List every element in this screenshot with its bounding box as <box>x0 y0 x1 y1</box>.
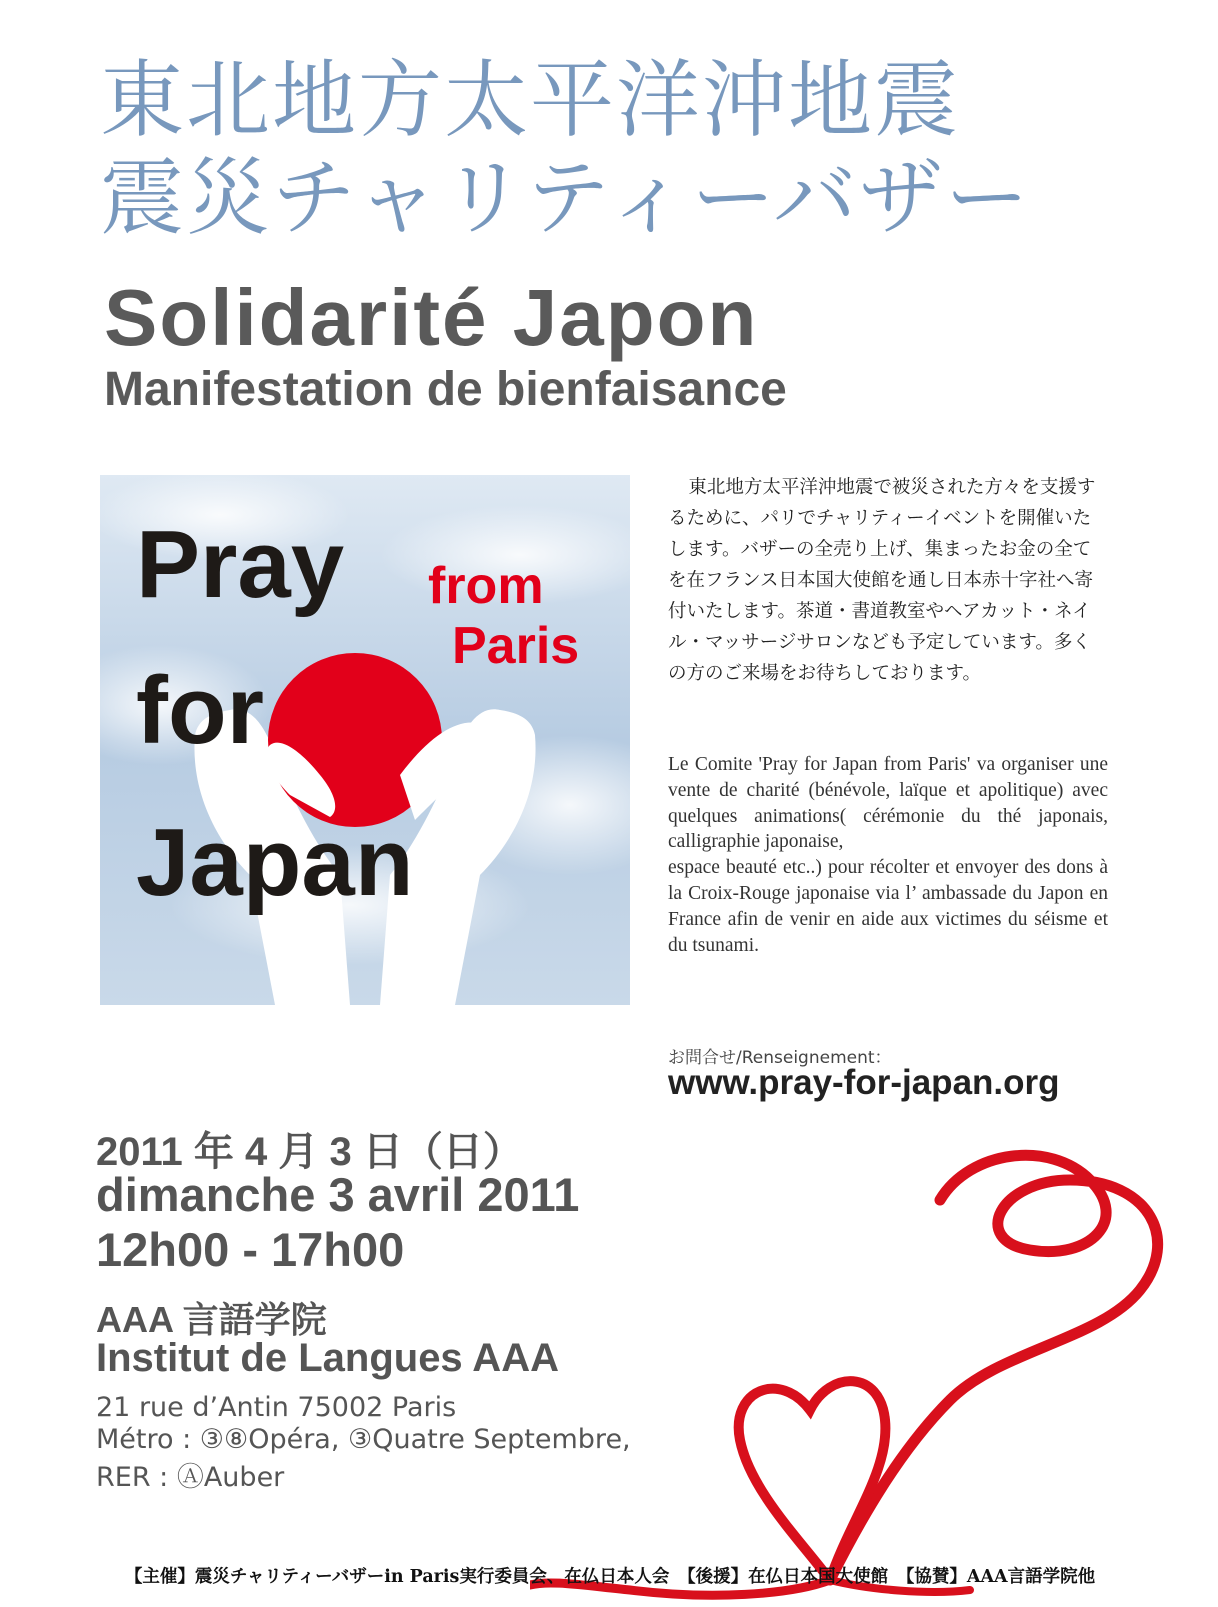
poster-graphic <box>100 475 630 1005</box>
poster-from-text: from <box>428 557 544 615</box>
website-link[interactable]: www.pray-for-japan.org <box>668 1063 1060 1102</box>
venue-address: 21 rue d’Antin 75002 Paris <box>96 1392 457 1423</box>
event-date-jp: 2011 年 4 月 3 日（日） <box>96 1130 523 1174</box>
event-date-fr: dimanche 3 avril 2011 <box>96 1168 580 1221</box>
venue-name-fr: Institut de Langues AAA <box>96 1336 559 1380</box>
venue-metro: Métro : ③⑧Opéra, ③Quatre Septembre, <box>96 1424 631 1455</box>
venue-name-jp: AAA 言語学院 <box>96 1299 327 1340</box>
poster-paris-text: Paris <box>452 617 580 675</box>
red-thread-heart-icon <box>530 1140 1218 1607</box>
venue-rer: RER : ⒶAuber <box>96 1462 285 1493</box>
title-jp-line2: 震災チャリティーバザー <box>100 149 1031 247</box>
event-time: 12h00 - 17h00 <box>96 1223 405 1276</box>
pray-for-japan-poster <box>100 475 630 1005</box>
poster-japan-text: Japan <box>136 809 414 916</box>
description-fr: Le Comite 'Pray for Japan from Paris' va organiser une vente de charité (bénévole, laïque et apolitique) avec quelques animations( cérémonie du thé japonais, calligraphie japonaise, espace beauté etc..) pour récolter et envoyer des dons à la Croix-Rouge japonaise via l’ ambassade du Japon en France afin de venir en aide aux victimes du séisme et du tsunami. <box>668 754 1108 956</box>
footer-sponsors: 【主催】震災チャリティーバザーin Paris実行委員会、在仏日本人会 【後援】在仏日本国大使館 【協賛】AAA言語学院他 <box>124 1567 1096 1587</box>
poster-for-text: for <box>136 657 264 764</box>
title-fr-main: Solidarité Japon <box>104 273 759 362</box>
contact-label: お問合せ/Renseignement： <box>668 1048 892 1068</box>
poster-pray-text: Pray <box>136 511 345 618</box>
description-jp: 東北地方太平洋沖地震で被災された方々を支援するために、パリでチャリティーイベントを開催いたします。バザーの全売り上げ、集まったお金の全てを在フランス日本国大使館を通し日本赤十字社へ寄付いたします。茶道・書道教室やヘアカット・ネイル・マッサージサロンなども予定しています。多くの方のご来場をお待ちしております。 <box>668 477 1096 684</box>
title-fr-sub: Manifestation de bienfaisance <box>104 363 787 416</box>
title-jp-line1: 東北地方太平洋沖地震 <box>100 51 961 149</box>
